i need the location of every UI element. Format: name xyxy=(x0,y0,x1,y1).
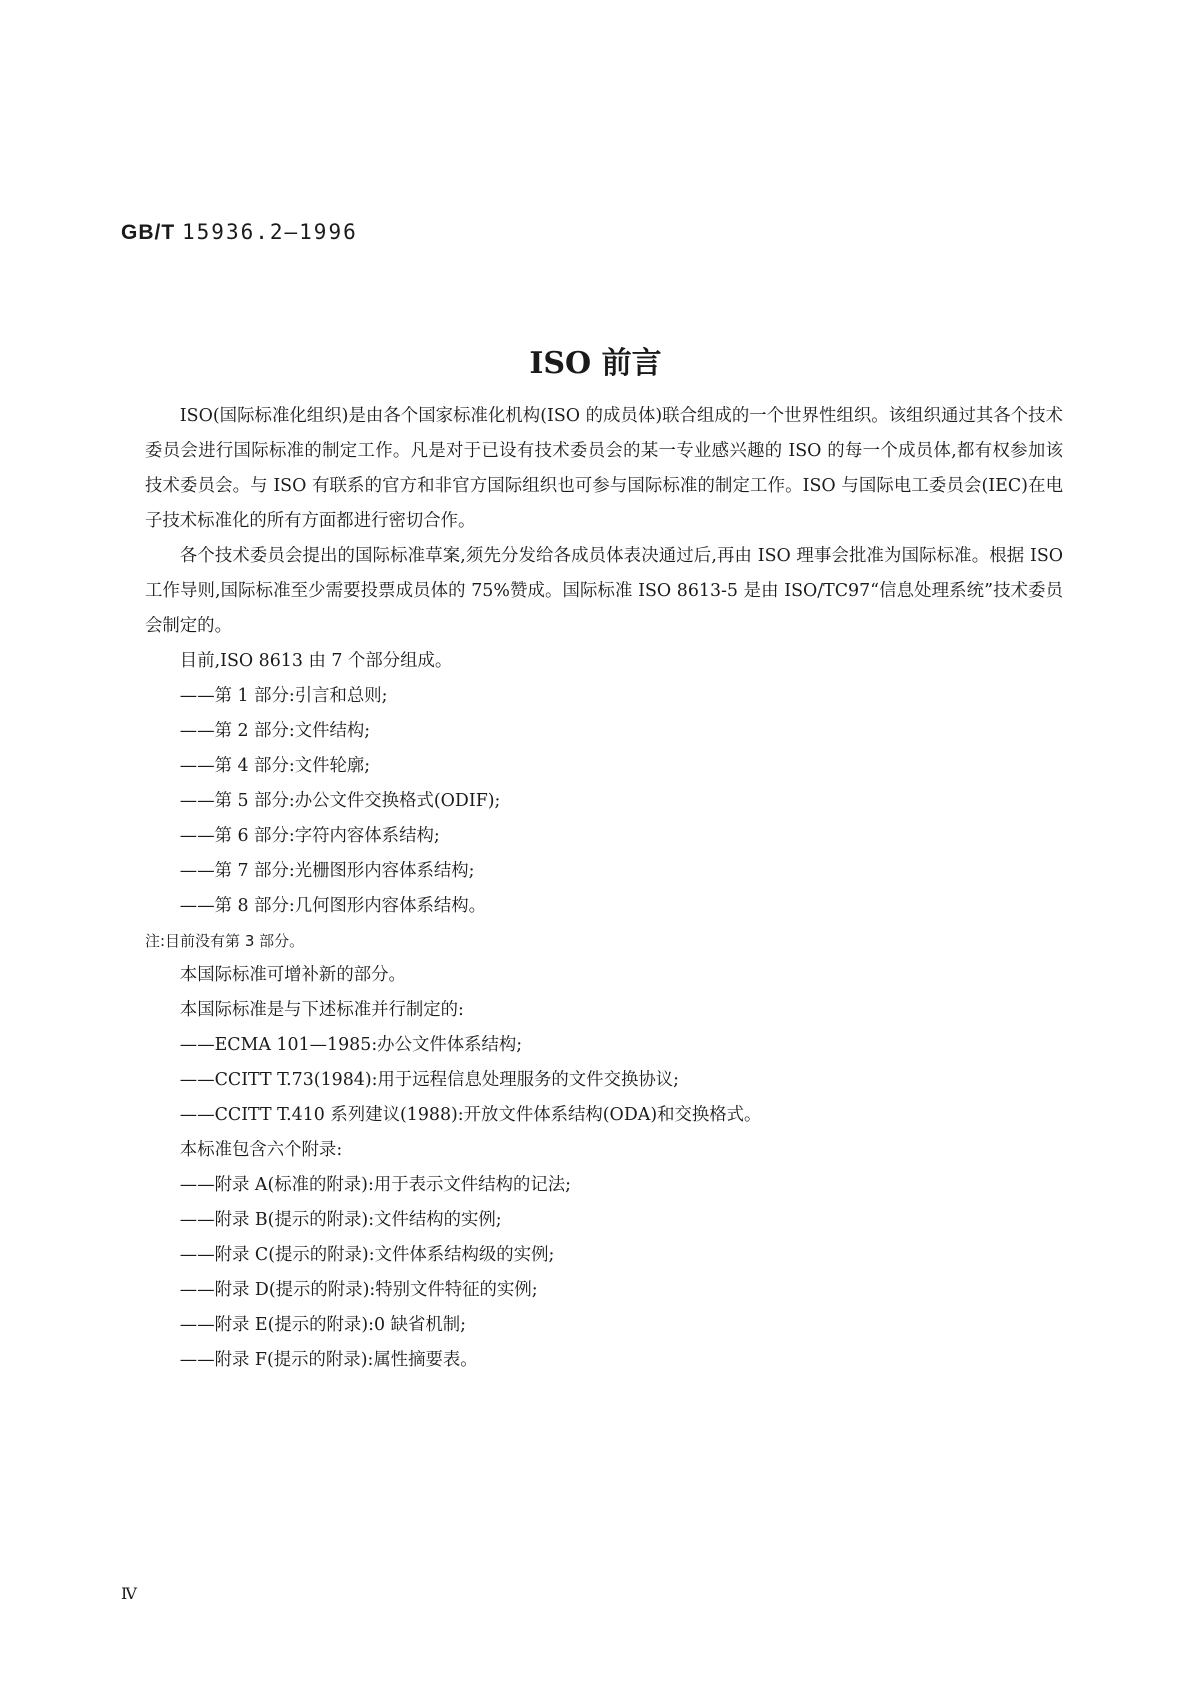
paragraph-iso-intro: ISO(国际标准化组织)是由各个国家标准化机构(ISO 的成员体)联合组成的一个世界性组织。该组织通过其各个技术委员会进行国际标准的制定工作。凡是对于已设有技术委员会的某一专业感兴趣的 ISO 的每一个成员体,都有权参加该技术委员会。与 ISO 有联系的官方和非官方国际组织也可参与国际标准的制定工作。ISO 与国际电工委员会(IEC)在电子技术标准化的所有方面都进行密切合作。 xyxy=(145,406,1063,531)
list-item-ecma: ——ECMA 101—1985:办公文件体系结构; xyxy=(179,1035,523,1055)
list-item-annex-e: ——附录 E(提示的附录):0 缺省机制; xyxy=(179,1315,466,1335)
list-item-annex-c: ——附录 C(提示的附录):文件体系结构级的实例; xyxy=(179,1245,555,1265)
parallel-intro: 本国际标准是与下述标准并行制定的: xyxy=(179,1000,464,1020)
document-code-prefix: GB/T xyxy=(121,221,176,244)
page-title: ISO 前言 xyxy=(529,346,662,381)
extension-line: 本国际标准可增补新的部分。 xyxy=(179,965,406,985)
list-item-part-6: ——第 6 部分:字符内容体系结构; xyxy=(179,826,440,846)
paragraph-approval: 各个技术委员会提出的国际标准草案,须先分发给各成员体表决通过后,再由 ISO 理事会批准为国际标准。根据 ISO 工作导则,国际标准至少需要投票成员体的 75%赞成。国际标准 ISO 8613-5 是由 ISO/TC97“信息处理系统”技术委员会制定的。 xyxy=(145,546,1063,636)
list-item-part-7: ——第 7 部分:光栅图形内容体系结构; xyxy=(179,861,475,881)
parts-intro: 目前,ISO 8613 由 7 个部分组成。 xyxy=(179,651,453,671)
page-number: Ⅳ xyxy=(121,1584,137,1603)
document-code-number: 15936.2—1996 xyxy=(182,220,358,244)
list-item-part-8: ——第 8 部分:几何图形内容体系结构。 xyxy=(179,896,487,916)
document-code xyxy=(121,220,358,245)
list-item-part-4: ——第 4 部分:文件轮廓; xyxy=(179,756,371,776)
list-item-annex-a: ——附录 A(标准的附录):用于表示文件结构的记法; xyxy=(179,1175,571,1195)
foreword-body xyxy=(145,399,1063,1378)
list-item-ccitt-t73: ——CCITT T.73(1984):用于远程信息处理服务的文件交换协议; xyxy=(179,1070,679,1090)
list-item-part-1: ——第 1 部分:引言和总则; xyxy=(179,686,388,706)
list-item-part-2: ——第 2 部分:文件结构; xyxy=(179,721,371,741)
list-item-annex-f: ——附录 F(提示的附录):属性摘要表。 xyxy=(179,1350,478,1370)
list-item-annex-b: ——附录 B(提示的附录):文件结构的实例; xyxy=(179,1210,502,1230)
note-no-part-3: 注:目前没有第 3 部分。 xyxy=(145,932,305,950)
list-item-annex-d: ——附录 D(提示的附录):特别文件特征的实例; xyxy=(179,1280,538,1300)
annex-intro: 本标准包含六个附录: xyxy=(179,1140,343,1160)
list-item-ccitt-t410: ——CCITT T.410 系列建议(1988):开放文件体系结构(ODA)和交换格式。 xyxy=(179,1105,762,1125)
list-item-part-5: ——第 5 部分:办公文件交换格式(ODIF); xyxy=(179,791,501,811)
